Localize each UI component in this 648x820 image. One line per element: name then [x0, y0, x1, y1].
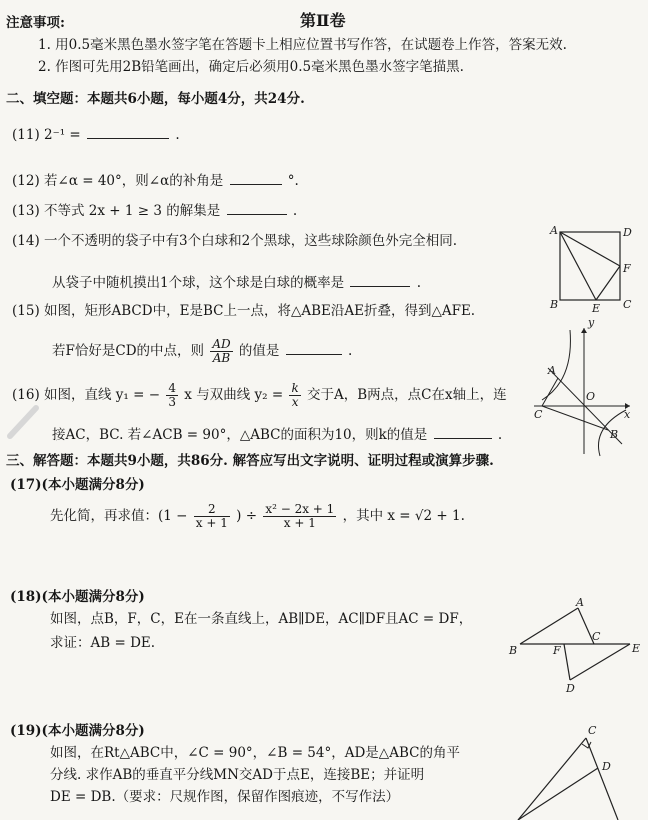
segment-ab — [520, 608, 578, 644]
q19-line3: DE = DB.（要求：尺规作图，保留作图痕迹，不写作法） — [50, 789, 400, 805]
q18-label: (18)(本小题满分8分) — [10, 589, 145, 605]
q16-line1-c: 交于A，B两点，点C在x轴上，连 — [307, 387, 507, 403]
q13-label: (13) — [12, 203, 40, 219]
figure-line-hyperbola — [530, 320, 634, 460]
q15-tail: . — [348, 343, 353, 359]
figure-right-triangle — [506, 722, 636, 820]
question-16-line2 — [52, 424, 502, 444]
figure-two-triangles — [506, 596, 642, 694]
q19-label: (19)(本小题满分8分) — [10, 723, 145, 739]
section3-heading: 三、解答题：本题共9小题，共86分. 解答应写出文字说明、证明过程或演算步骤. — [6, 453, 494, 469]
q12-text: 若∠α = 40°，则∠α的补角是 — [44, 173, 224, 189]
q16-frac2-num: k — [291, 381, 299, 395]
q16-line1-a: 如图，直线 y₁ = − — [44, 387, 161, 403]
q13-answer-blank — [227, 200, 287, 215]
figure-rectangle-fold — [546, 222, 636, 314]
segment-de — [570, 644, 630, 680]
fig19-label-c: C — [588, 724, 597, 737]
fig18-label-d: D — [566, 682, 575, 694]
q19-line1: 如图，在Rt△ABC中，∠C = 90°，∠B = 54°，AD是△ABC的角平 — [50, 745, 460, 761]
q17-frac2-den: x + 1 — [283, 516, 316, 530]
segment-ad — [518, 768, 598, 820]
line-fe — [596, 266, 620, 300]
q17-frac1-num: 2 — [194, 503, 230, 517]
q18-line1: 如图，点B，F，C，E在一条直线上，AB∥DE，AC∥DF且AC = DF， — [50, 611, 473, 627]
q14-label: (14) — [12, 233, 40, 249]
note-2: 2. 作图可先用2B铅笔画出，确定后必须用0.5毫米黑色墨水签字笔描黑. — [38, 59, 464, 75]
question-15-line2 — [52, 336, 352, 366]
segment-cb — [542, 406, 608, 430]
fig14-label-a: A — [550, 224, 558, 237]
q17-mid: ) ÷ — [236, 508, 258, 524]
segment-ac — [542, 378, 558, 406]
q16-fraction-1 — [166, 382, 178, 409]
q17-label: (17)(本小题满分8分) — [10, 477, 145, 493]
q16-fraction-2 — [289, 382, 300, 409]
q14-line1: 一个不透明的袋子中有3个白球和2个黑球，这些球除颜色外完全相同. — [44, 233, 457, 249]
q17-frac1-den: x + 1 — [195, 516, 228, 530]
q14-tail: . — [416, 275, 421, 291]
question-17-body — [50, 500, 465, 532]
q15-answer-blank — [286, 340, 342, 355]
question-13 — [12, 200, 297, 220]
q12-label: (12) — [12, 173, 40, 189]
q16-line2: 接AC，BC. 若∠ACB = 90°，△ABC的面积为10，则k的值是 — [52, 427, 428, 443]
question-12 — [12, 170, 299, 190]
q17-fraction-2 — [263, 503, 336, 530]
q16-tail: . — [497, 427, 503, 443]
notice-title: 注意事项: — [6, 15, 65, 31]
q15-frac-den: AB — [212, 351, 231, 365]
fig18-label-b: B — [509, 644, 518, 657]
q11-answer-blank — [87, 124, 169, 139]
q18-line2: 求证：AB = DE. — [50, 635, 156, 651]
q15-label: (15) — [12, 303, 40, 319]
q17-text-post: ，其中 x = √2 + 1. — [342, 508, 465, 524]
q12-answer-blank — [230, 170, 282, 185]
q15-line2-pre: 若F恰好是CD的中点，则 — [52, 343, 205, 359]
q19-line2: 分线. 求作AB的垂直平分线MN交AD于点E，连接BE；并证明 — [50, 767, 425, 783]
y-axis-arrow — [581, 328, 587, 333]
question-15-line1 — [12, 302, 475, 320]
q15-fraction — [210, 338, 232, 365]
q16-frac2-den: x — [291, 395, 299, 409]
fig16-label-x: x — [624, 408, 631, 421]
watermark-stroke — [10, 408, 36, 436]
q13-tail: . — [292, 203, 298, 219]
question-16-line1 — [12, 380, 507, 410]
fig14-label-c: C — [623, 298, 632, 311]
q12-tail: °. — [287, 173, 299, 189]
fig18-label-e: E — [632, 642, 641, 655]
q17-frac2-num: x² − 2x + 1 — [265, 502, 335, 516]
volume-title: 第Ⅱ卷 — [300, 11, 346, 30]
fig18-label-a: A — [576, 596, 584, 609]
fig16-label-c: C — [534, 408, 543, 421]
section2-heading: 二、填空题：本题共6小题，每小题4分，共24分. — [6, 91, 305, 107]
fig18-label-f: F — [553, 644, 561, 657]
fig14-label-f: F — [623, 262, 631, 275]
fig19-label-d: D — [602, 760, 611, 773]
q13-text: 不等式 2x + 1 ≥ 3 的解集是 — [44, 203, 221, 219]
fig14-label-e: E — [592, 302, 601, 314]
question-14-line1 — [12, 232, 457, 250]
question-14-line2 — [52, 272, 421, 292]
segment-cb — [586, 738, 618, 820]
segment-ca — [518, 738, 586, 820]
q11-label: (11) — [12, 127, 40, 143]
q14-line2: 从袋子中随机摸出1个球，这个球是白球的概率是 — [52, 275, 345, 291]
q15-frac-num: AD — [212, 337, 231, 351]
fig16-label-b: B — [610, 428, 619, 441]
q16-answer-blank — [434, 424, 492, 439]
q15-line2-post: 的值是 — [238, 343, 280, 359]
q17-fraction-1 — [194, 503, 230, 530]
question-11 — [12, 124, 180, 144]
q16-frac1-num: 4 — [168, 381, 176, 395]
segment-fd — [564, 644, 570, 680]
q17-text-pre: 先化简，再求值：(1 − — [50, 508, 188, 524]
fig16-label-y: y — [588, 320, 595, 329]
q16-frac1-den: 3 — [168, 395, 176, 409]
fig16-label-a: A — [548, 364, 556, 377]
fig14-label-d: D — [623, 226, 632, 239]
hyperbola-branch-left — [542, 330, 570, 400]
fig18-label-c: C — [592, 630, 601, 643]
watermark-logo — [6, 402, 46, 442]
fig14-label-b: B — [550, 298, 559, 311]
q11-tail: . — [175, 127, 180, 143]
note-1: 1. 用0.5毫米黑色墨水签字笔在答题卡上相应位置书写作答，在试题卷上作答，答案无效. — [38, 37, 567, 53]
q16-label: (16) — [12, 387, 40, 403]
fig16-label-o: O — [586, 390, 596, 403]
q16-line1-b: x 与双曲线 y₂ = — [184, 387, 284, 403]
q14-answer-blank — [350, 272, 410, 287]
q11-expr: 2⁻¹ = — [44, 127, 81, 143]
q15-line1: 如图，矩形ABCD中，E是BC上一点，将△ABE沿AE折叠，得到△AFE. — [44, 303, 476, 319]
